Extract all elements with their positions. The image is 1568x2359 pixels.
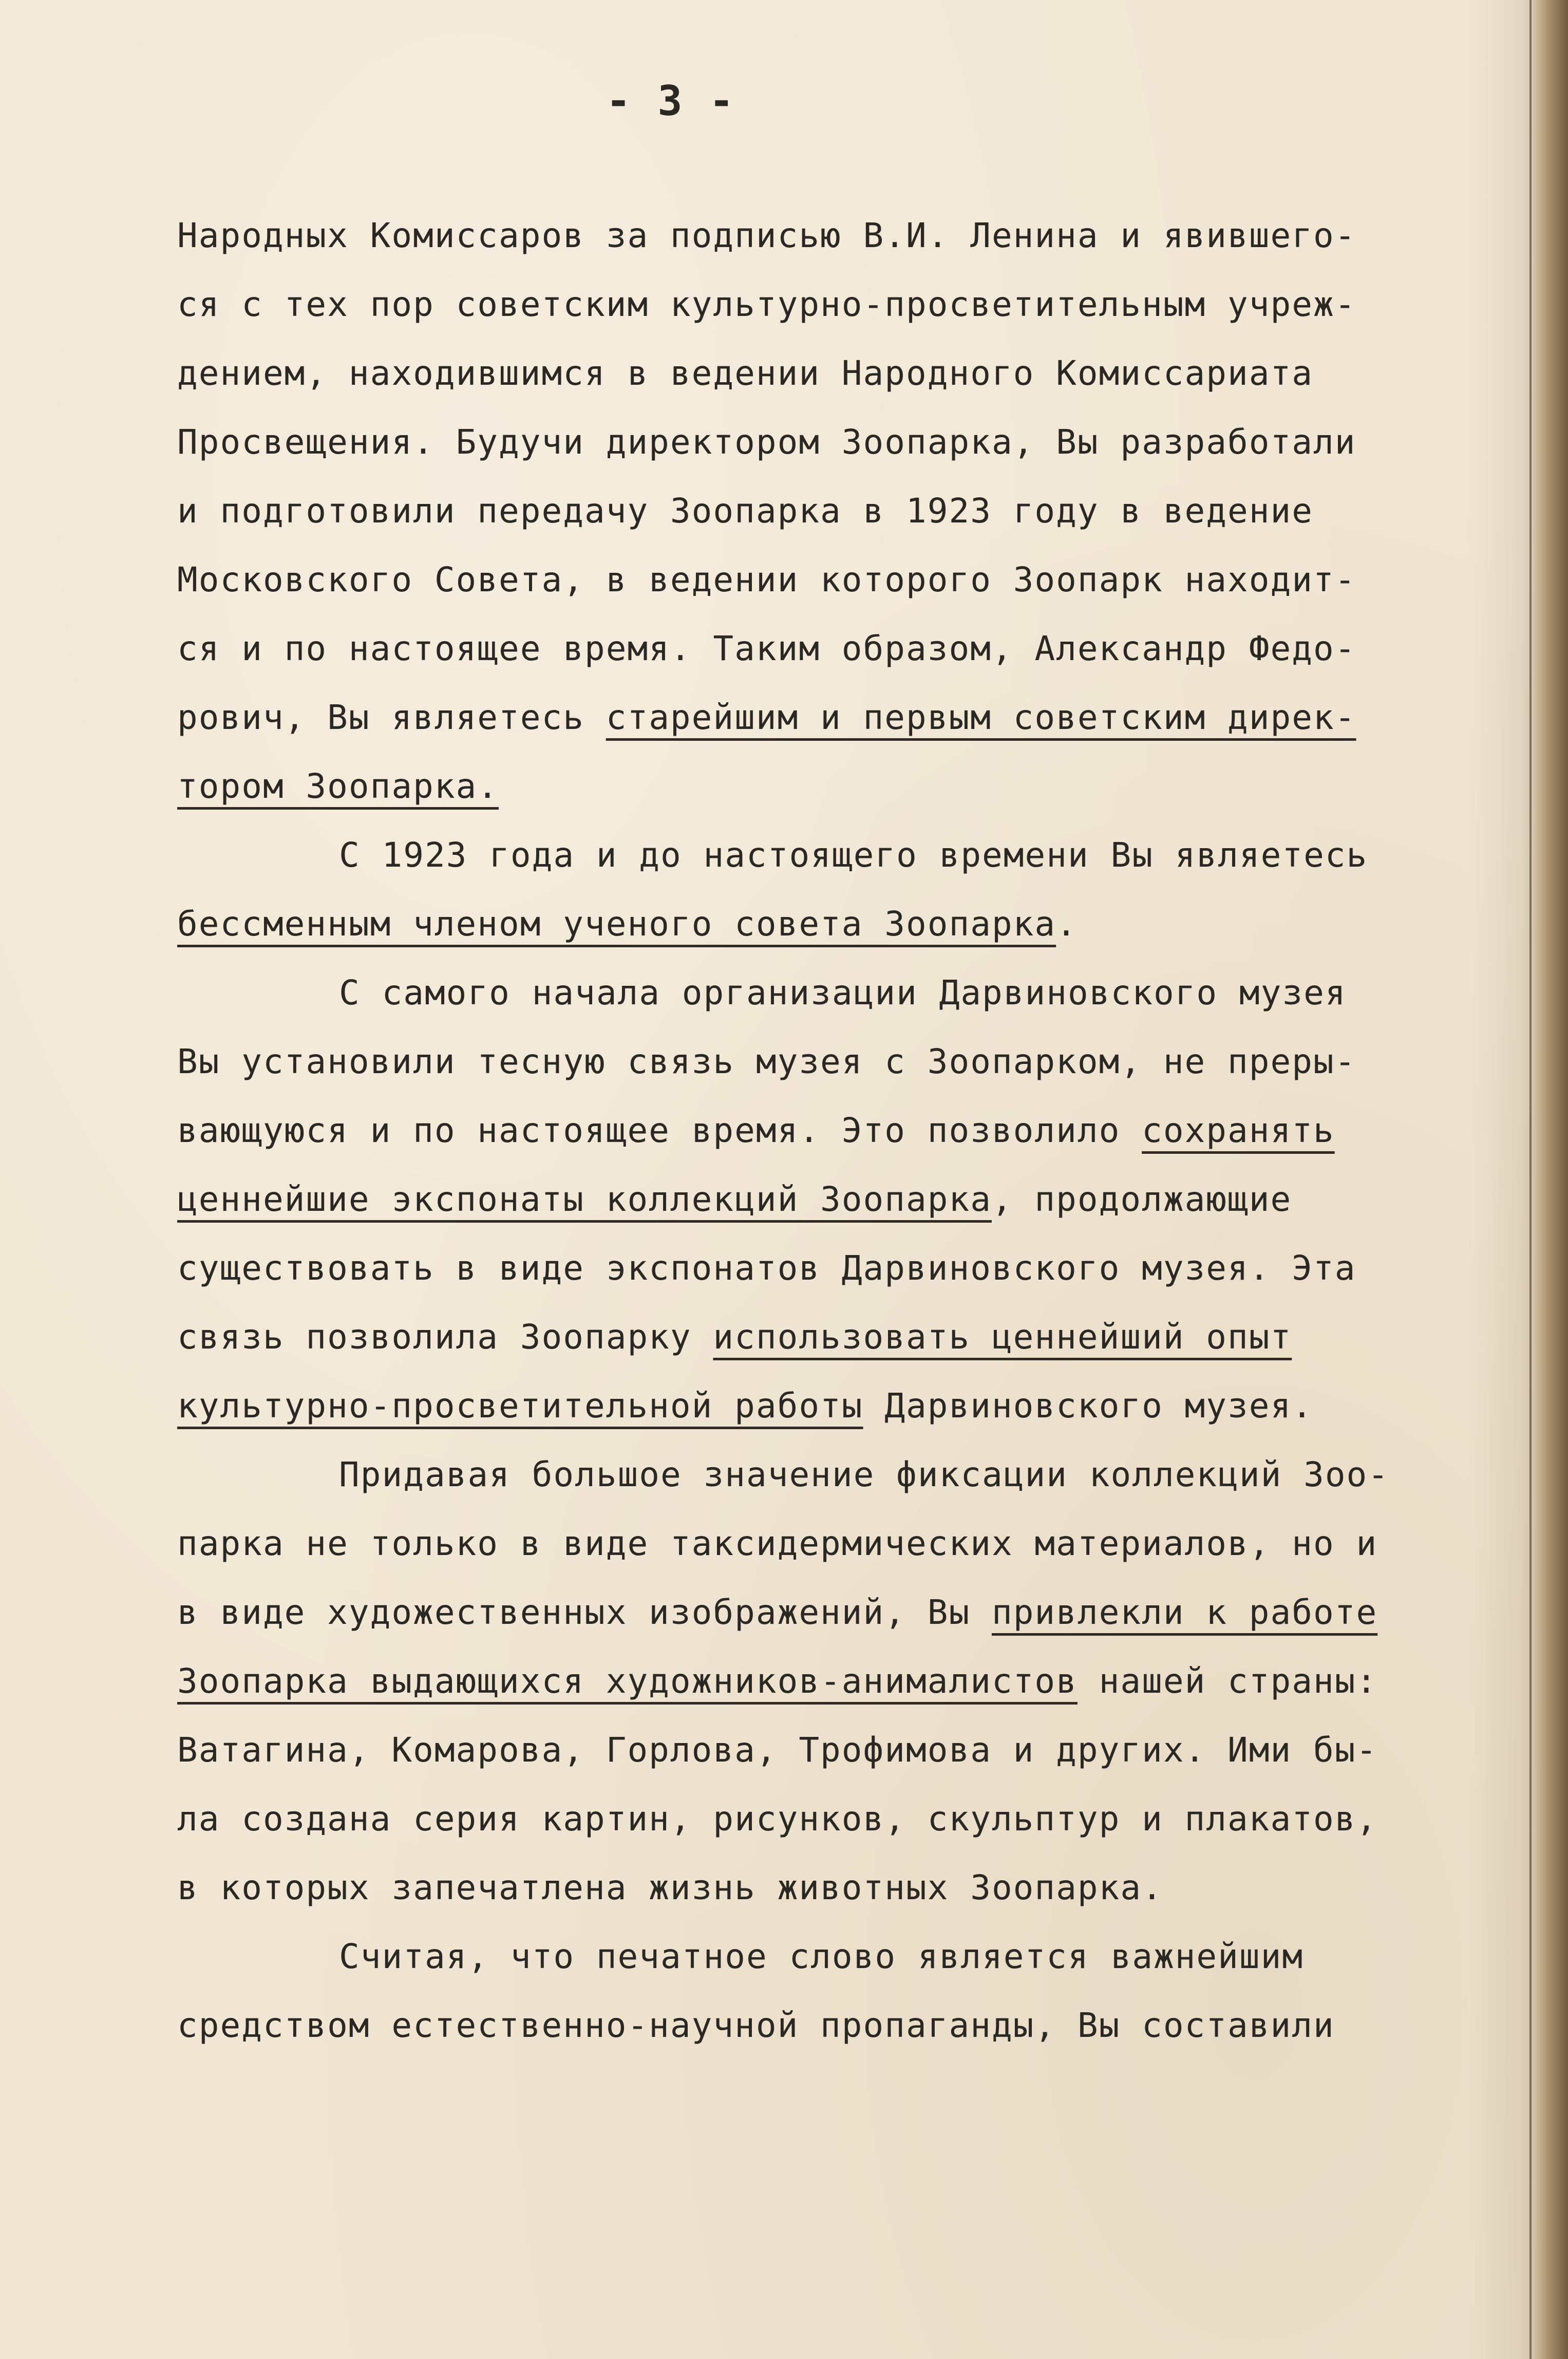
- text-segment: ла создана серия картин, рисунков, скульптур и плакатов,: [177, 1799, 1378, 1839]
- underlined-text: тором Зоопарка.: [177, 766, 499, 806]
- text-segment: и подготовили передачу Зоопарка в 1923 году в ведение: [177, 491, 1313, 531]
- text-segment: средством естественно-научной пропаганды, Вы составили: [177, 2006, 1335, 2045]
- text-line: [177, 1799, 1377, 1839]
- text-line: [177, 766, 499, 806]
- text-segment: связь позволила Зоопарку: [177, 1317, 713, 1357]
- text-segment: Народных Комиссаров за подписью В.И. Ленина и явившего-: [177, 216, 1356, 255]
- text-line: [339, 835, 1368, 875]
- text-line: [339, 1937, 1303, 1976]
- text-line: [177, 1661, 1377, 1701]
- text-segment: вающуюся и по настоящее время. Это позволило: [177, 1111, 1142, 1150]
- text-line: [177, 1524, 1377, 1563]
- text-line: [177, 353, 1313, 393]
- text-segment: Придавая большое значение фиксации коллекций Зоо-: [339, 1455, 1390, 1494]
- text-segment: С 1923 года и до настоящего времени Вы являетесь: [339, 835, 1368, 875]
- text-line: [177, 1111, 1335, 1150]
- page-number: - 3 -: [606, 77, 735, 125]
- text-line: [339, 1455, 1389, 1494]
- text-line: [177, 1317, 1292, 1357]
- text-segment: ся с тех пор советским культурно-просветительным учреж-: [177, 285, 1356, 324]
- underlined-text: старейшим и первым советским дирек-: [606, 698, 1356, 737]
- text-segment: в виде художественных изображений, Вы: [177, 1593, 992, 1632]
- text-line: [177, 1248, 1356, 1288]
- text-segment: С самого начала организации Дарвиновского музея: [339, 973, 1347, 1013]
- text-segment: Вы установили тесную связь музея с Зоопарком, не преры-: [177, 1042, 1356, 1081]
- text-segment: , продолжающие: [991, 1180, 1292, 1219]
- underlined-text: бессменным членом ученого совета Зоопарка: [177, 904, 1056, 944]
- text-line: [177, 1042, 1356, 1081]
- text-line: [177, 698, 1356, 737]
- text-segment: Считая, что печатное слово является важнейшим: [339, 1937, 1304, 1976]
- text-segment: Ватагина, Комарова, Горлова, Трофимова и других. Ими бы-: [177, 1730, 1378, 1770]
- binding-edge: [1529, 0, 1532, 2359]
- text-line: [177, 1868, 1163, 1907]
- text-line: [177, 491, 1313, 531]
- text-segment: парка не только в виде таксидермических материалов, но и: [177, 1524, 1378, 1563]
- underlined-text: Зоопарка выдающихся художников-анималистов: [177, 1661, 1078, 1701]
- text-segment: .: [1056, 904, 1078, 944]
- text-segment: Дарвиновского музея.: [863, 1386, 1313, 1426]
- underlined-text: использовать ценнейший опыт: [713, 1317, 1292, 1357]
- underlined-text: привлекли к работе: [991, 1593, 1378, 1632]
- text-line: [177, 560, 1356, 600]
- text-line: [177, 1180, 1292, 1219]
- text-line: [339, 973, 1347, 1013]
- underlined-text: культурно-просветительной работы: [177, 1386, 863, 1426]
- text-segment: Московского Совета, в ведении которого Зоопарк находит-: [177, 560, 1356, 600]
- text-segment: нашей страны:: [1077, 1661, 1378, 1701]
- text-segment: существовать в виде экспонатов Дарвиновского музея. Эта: [177, 1248, 1356, 1288]
- text-line: [177, 904, 1078, 944]
- text-line: [177, 1730, 1377, 1770]
- underlined-text: сохранять: [1142, 1111, 1335, 1150]
- text-line: [177, 422, 1356, 462]
- text-line: [177, 1386, 1313, 1426]
- text-segment: в которых запечатлена жизнь животных Зоопарка.: [177, 1868, 1163, 1907]
- text-segment: Просвещения. Будучи директором Зоопарка, Вы разработали: [177, 422, 1356, 462]
- text-line: [177, 629, 1356, 668]
- underlined-text: ценнейшие экспонаты коллекций Зоопарка: [177, 1180, 992, 1219]
- text-line: [177, 1593, 1377, 1632]
- book-spine: [1533, 0, 1568, 2359]
- text-segment: рович, Вы являетесь: [177, 698, 606, 737]
- text-line: [177, 2006, 1335, 2045]
- text-segment: дением, находившимся в ведении Народного Комиссариата: [177, 353, 1313, 393]
- text-line: [177, 216, 1356, 255]
- text-segment: ся и по настоящее время. Таким образом, Александр Федо-: [177, 629, 1356, 668]
- text-line: [177, 285, 1356, 324]
